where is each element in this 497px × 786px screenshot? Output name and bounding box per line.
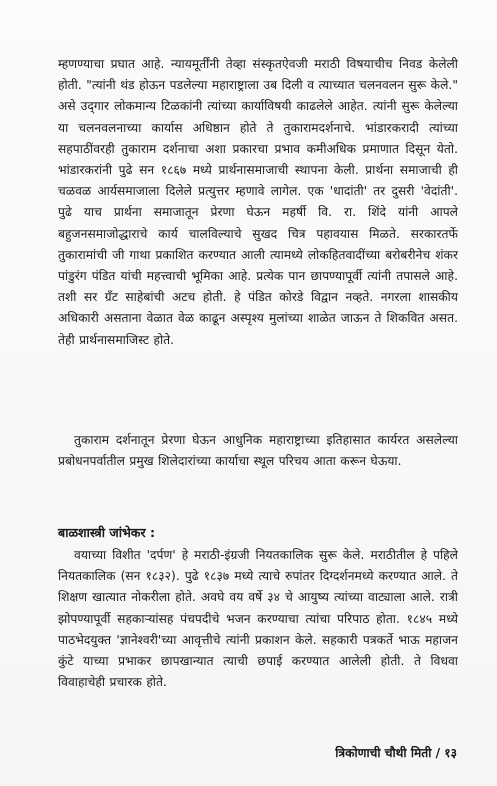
paragraph-2-text: तुकाराम दर्शनातून प्रेरणा घेऊन आधुनिक महाराष्ट्राच्या इतिहासात कार्यरत असलेल्या प्रबोधनपर्वातील प्रमुख शिलेदारांच्या कार्याचा स्थूल परिचय आता करून घेऊया. [58,433,458,469]
paragraph-3 [58,545,458,693]
paragraph-1 [58,54,458,351]
paragraph-3-text: वयाच्या विशीत 'दर्पण' हे मराठी-इंग्रजी नियतकालिक सुरू केले. मराठीतील हे पहिले नियतकालिक (सन १८३२). पुढे १८३७ मध्ये त्याचे रुपांतर दिग्दर्शनमध्ये करण्यात आले. ते शिक्षण खात्यात नोकरीला होते. अवघे वय वर्षे ३४ चे आयुष्य त्यांच्या वाट्याला आले. रात्री झोपण्यापूर्वी सहकाऱ्यांसह पंचपदीचे भजन करण्याचा त्यांचा परिपाठ होता. १८४५ मध्ये पाठभेदयुक्त 'ज्ञानेश्वरी'च्या आवृत्तीचे त्यांनी प्रकाशन केले. सहकारी पत्रकर्ते भाऊ महाजन कुंटे याच्या प्रभाकर छापखान्यात त्याची छपाई करण्यात आलेली होती. ते विधवा विवाहाचेही प्रचारक होते. [58,548,458,690]
paragraph-1-text: म्हणण्याचा प्रघात आहे. न्यायमूर्तींनी तेव्हा संस्कृतऐवजी मराठी विषयाचीच निवड केलेली होती. "त्यांनी थंड होऊन पडलेल्या महाराष्ट्राला उब दिली व त्याच्यात चलनवलन सुरू केले." असे उद्‌गार लोकमान्य टिळकांनी त्यांच्या कार्याविषयी काढलेले आहेत. त्यांनी सुरू केलेल्या या चलनवलनाच्या कार्यास अधिष्ठान होते ते तुकारामदर्शनाचे. भांडारकरादी त्यांच्या सहपाठींवरही तुकाराम दर्शनाचा अशा प्रकारचा प्रभाव कमीअधिक प्रमाणात दिसून येतो. भांडारकरांनी पुढे सन १८६७ मध्ये प्रार्थनासमाजाची स्थापना केली. प्रार्थना समाजाची ही चळवळ आर्यसमाजाला दिलेले प्रत्युत्तर म्हणावे लागेल. एक 'धादांती' तर दुसरी 'वेदांती'. पुढे याच प्रार्थना समाजातून प्रेरणा घेऊन महर्षी वि. रा. शिंदे यांनी आपले बहुजनसमाजोद्धाराचे कार्य चालविल्याचे सुखद चित्र पहावयास मिळते. सरकारतर्फे तुकारामांची जी गाथा प्रकाशित करण्यात आली त्यामध्ये लोकहितवादींच्या बरोबरीनेच शंकर पांडुरंग पंडित यांची महत्त्वाची भूमिका आहे. प्रत्येक पान छापण्यापूर्वी त्यांनी तपासले आहे. तशी सर ग्रँट साहेबांची अटच होती. हे पंडित कोरडे विद्वान नव्हते. नगरला शासकीय अधिकारी असताना वेळात वेळ काढून अस्पृश्य मुलांच्या शाळेत जाऊन ते शिकवित असत. तेही प्रार्थनासमाजिस्ट होते. [58,57,458,347]
page-footer: त्रिकोणाची चौथी मिती / १३ [335,746,457,760]
section-heading: बाळशास्त्री जांभेकर : [58,525,156,540]
paragraph-2 [58,430,458,472]
